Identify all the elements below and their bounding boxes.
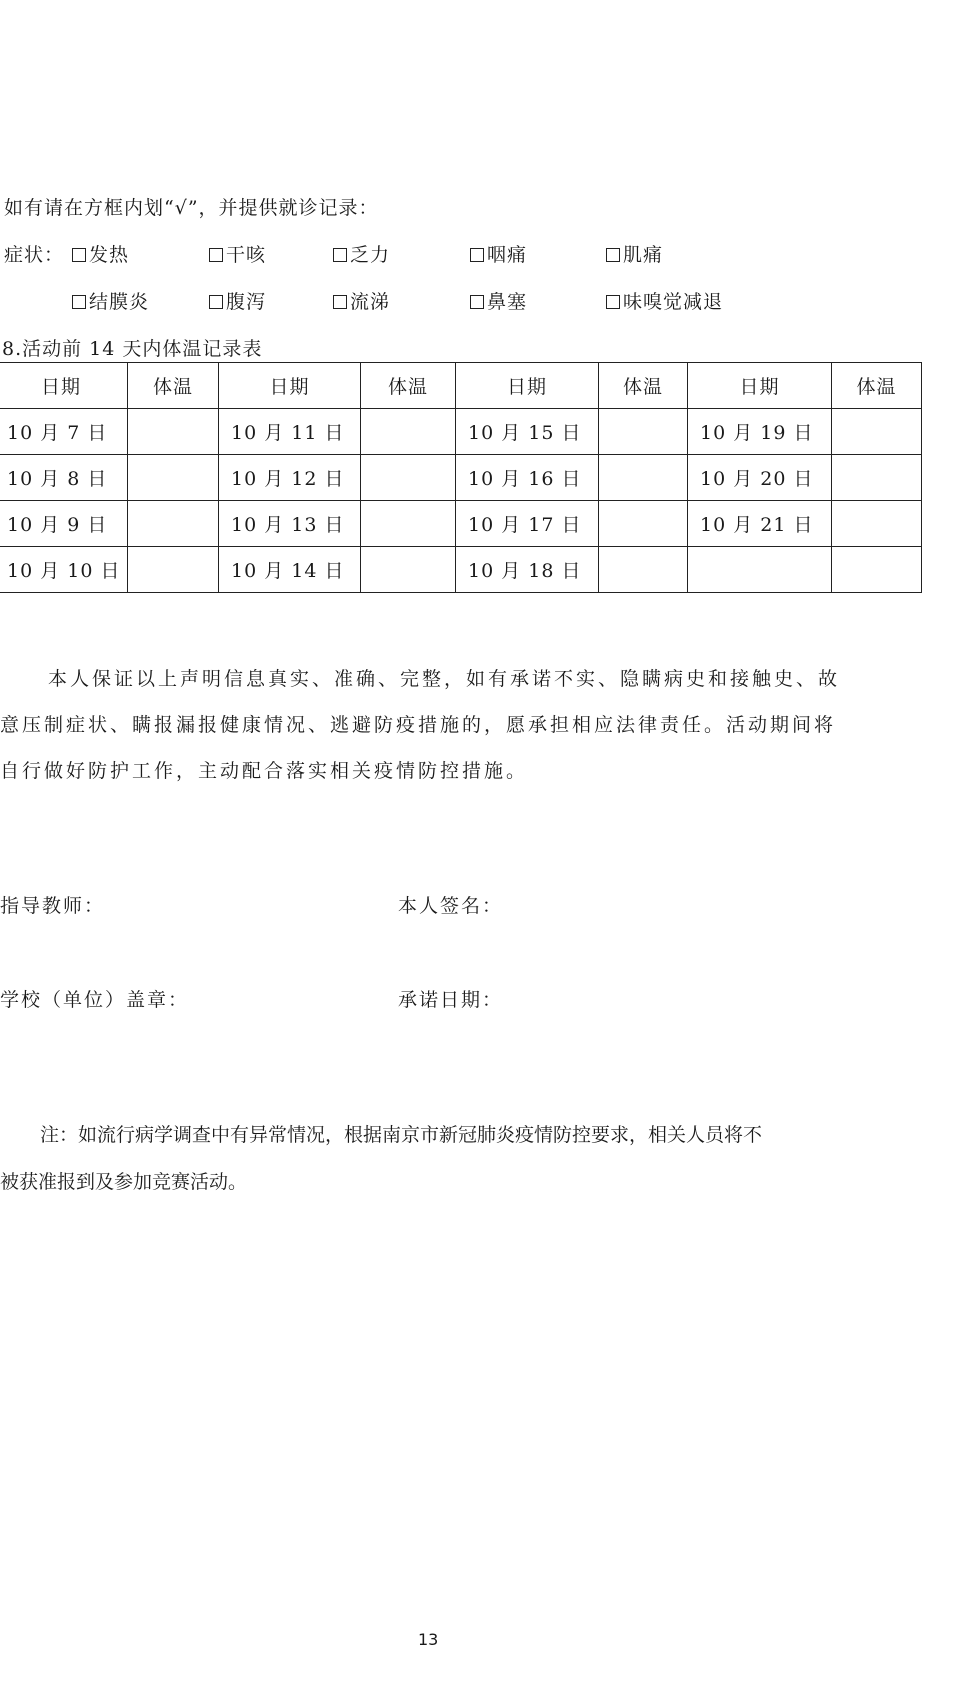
temp-cell[interactable] bbox=[832, 501, 922, 547]
teacher-label: 指导教师： bbox=[0, 895, 106, 917]
date-cell: 10 月 14 日 bbox=[219, 547, 361, 593]
symptom-nasal-congestion[interactable]: 鼻塞 bbox=[470, 287, 527, 314]
date-cell: 10 月 7 日 bbox=[0, 409, 128, 455]
symptom-fatigue[interactable]: 乏力 bbox=[333, 240, 390, 267]
header-temp: 体温 bbox=[599, 363, 688, 409]
temp-cell[interactable] bbox=[832, 409, 922, 455]
date-cell: 10 月 15 日 bbox=[456, 409, 599, 455]
table-header-row bbox=[0, 363, 922, 409]
temp-cell[interactable] bbox=[599, 547, 688, 593]
declaration-line-1: 本人保证以上声明信息真实、准确、完整，如有承诺不实、隐瞒病史和接触史、故 bbox=[48, 668, 841, 690]
note-line-1: 注：如流行病学调查中有异常情况，根据南京市新冠肺炎疫情防控要求，相关人员将不 bbox=[40, 1124, 763, 1146]
date-cell: 10 月 11 日 bbox=[219, 409, 361, 455]
symptom-runny-nose[interactable]: 流涕 bbox=[333, 287, 390, 314]
checkbox-icon[interactable] bbox=[72, 248, 86, 262]
checkbox-icon[interactable] bbox=[209, 295, 223, 309]
header-date: 日期 bbox=[0, 363, 128, 409]
table-row bbox=[0, 501, 922, 547]
table-row bbox=[0, 409, 922, 455]
school-stamp-label: 学校（单位）盖章： bbox=[0, 989, 190, 1011]
temp-cell[interactable] bbox=[599, 409, 688, 455]
temp-cell[interactable] bbox=[832, 455, 922, 501]
symptoms-label: 症状： bbox=[4, 244, 65, 266]
date-cell: 10 月 9 日 bbox=[0, 501, 128, 547]
symptom-myalgia[interactable]: 肌痛 bbox=[606, 240, 663, 267]
symptom-dry-cough[interactable]: 干咳 bbox=[209, 240, 266, 267]
header-date: 日期 bbox=[219, 363, 361, 409]
temp-cell[interactable] bbox=[128, 455, 219, 501]
temperature-table bbox=[0, 362, 922, 593]
temp-cell[interactable] bbox=[128, 501, 219, 547]
temp-cell[interactable] bbox=[832, 547, 922, 593]
temp-cell[interactable] bbox=[599, 455, 688, 501]
checkbox-icon[interactable] bbox=[606, 248, 620, 262]
temp-cell[interactable] bbox=[361, 501, 456, 547]
date-cell: 10 月 8 日 bbox=[0, 455, 128, 501]
checkbox-icon[interactable] bbox=[333, 248, 347, 262]
symptom-conjunctivitis[interactable]: 结膜炎 bbox=[72, 287, 149, 314]
date-cell: 10 月 18 日 bbox=[456, 547, 599, 593]
table-row bbox=[0, 455, 922, 501]
date-cell: 10 月 21 日 bbox=[688, 501, 832, 547]
checkbox-icon[interactable] bbox=[209, 248, 223, 262]
note-line-2: 被获准报到及参加竞赛活动。 bbox=[0, 1171, 248, 1193]
header-temp: 体温 bbox=[832, 363, 922, 409]
date-cell: 10 月 20 日 bbox=[688, 455, 832, 501]
checkbox-icon[interactable] bbox=[72, 295, 86, 309]
temp-cell[interactable] bbox=[361, 455, 456, 501]
table-row bbox=[0, 547, 922, 593]
date-cell: 10 月 19 日 bbox=[688, 409, 832, 455]
header-date: 日期 bbox=[688, 363, 832, 409]
temp-cell[interactable] bbox=[128, 409, 219, 455]
temp-cell[interactable] bbox=[361, 547, 456, 593]
table-title: 8.活动前 14 天内体温记录表 bbox=[2, 338, 263, 360]
symptom-fever[interactable]: 发热 bbox=[72, 240, 129, 267]
symptom-sore-throat[interactable]: 咽痛 bbox=[470, 240, 527, 267]
checkbox-icon[interactable] bbox=[470, 248, 484, 262]
header-temp: 体温 bbox=[361, 363, 456, 409]
checkbox-icon[interactable] bbox=[333, 295, 347, 309]
date-cell: 10 月 17 日 bbox=[456, 501, 599, 547]
promise-date-label: 承诺日期： bbox=[398, 989, 504, 1011]
date-cell: 10 月 10 日 bbox=[0, 547, 128, 593]
symptom-diarrhea[interactable]: 腹泻 bbox=[209, 287, 266, 314]
header-date: 日期 bbox=[456, 363, 599, 409]
temp-cell[interactable] bbox=[128, 547, 219, 593]
instruction-text: 如有请在方框内划“√”，并提供就诊记录： bbox=[4, 197, 379, 219]
declaration-line-2: 意压制症状、瞒报漏报健康情况、逃避防疫措施的，愿承担相应法律责任。活动期间将 bbox=[0, 714, 837, 736]
checkbox-icon[interactable] bbox=[606, 295, 620, 309]
header-temp: 体温 bbox=[128, 363, 219, 409]
checkbox-icon[interactable] bbox=[470, 295, 484, 309]
declaration-line-3: 自行做好防护工作，主动配合落实相关疫情防控措施。 bbox=[0, 760, 529, 782]
date-cell: 10 月 16 日 bbox=[456, 455, 599, 501]
temp-cell[interactable] bbox=[361, 409, 456, 455]
date-cell: 10 月 13 日 bbox=[219, 501, 361, 547]
symptom-smell-taste-loss[interactable]: 味嗅觉减退 bbox=[606, 287, 723, 314]
date-cell bbox=[688, 547, 832, 593]
page-number: 13 bbox=[418, 1630, 439, 1649]
date-cell: 10 月 12 日 bbox=[219, 455, 361, 501]
temp-cell[interactable] bbox=[599, 501, 688, 547]
self-signature-label: 本人签名： bbox=[398, 895, 504, 917]
